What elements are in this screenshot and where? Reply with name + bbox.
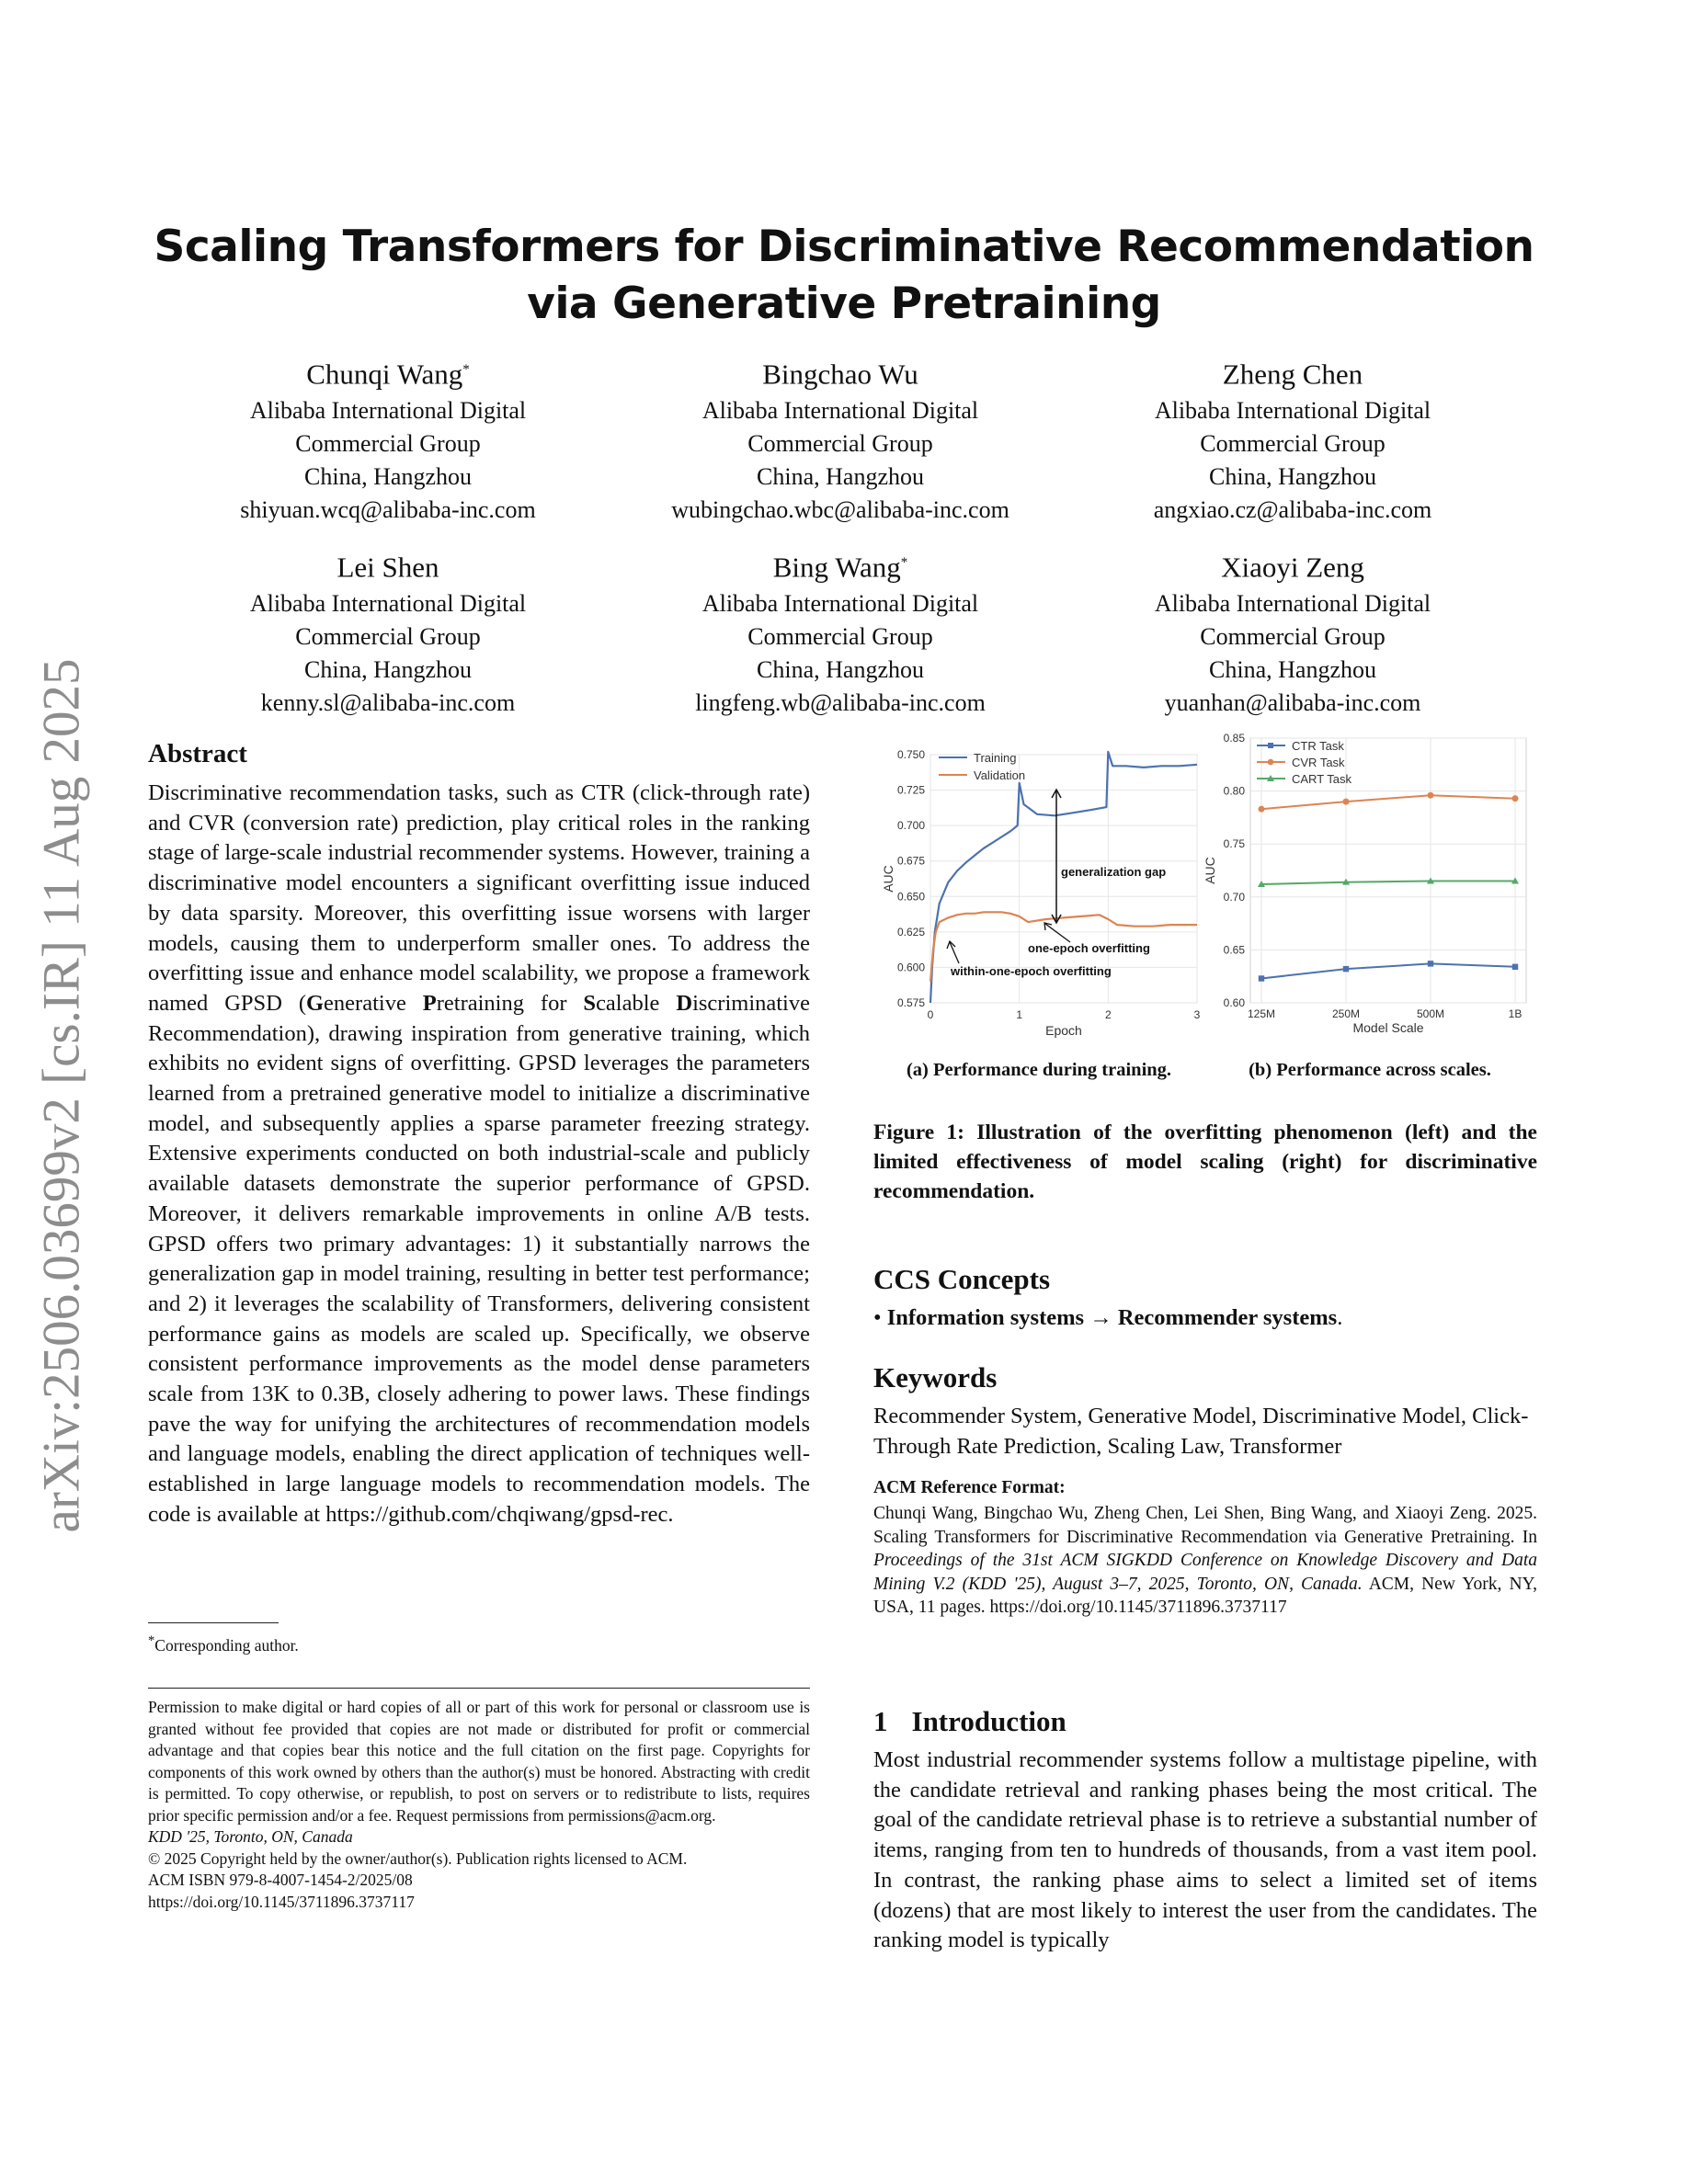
- x-tick-label: 1: [1016, 1008, 1023, 1021]
- ccs-item: Information systems: [886, 1305, 1085, 1330]
- annotation-one-epoch: one-epoch overfitting: [1028, 941, 1150, 955]
- author-email[interactable]: shiyuan.wcq@alibaba-inc.com: [240, 496, 536, 524]
- y-tick-label: 0.85: [1223, 732, 1245, 745]
- abstract-text: calable: [596, 990, 677, 1016]
- data-point-ctr-task: [1512, 964, 1518, 970]
- x-tick-label: 3: [1193, 1008, 1201, 1021]
- y-tick-label: 0.70: [1223, 890, 1245, 904]
- section-number: 1: [873, 1705, 888, 1737]
- author-block: [1081, 542, 1504, 720]
- x-tick-labels: [928, 1008, 1201, 1021]
- legend: [1257, 739, 1352, 786]
- x-tick-labels: [1248, 1007, 1522, 1020]
- ccs-heading: CCS Concepts: [873, 1263, 1051, 1295]
- y-tick-label: 0.60: [1223, 996, 1245, 1009]
- author-name: Chunqi Wang: [306, 358, 463, 391]
- acronym-letter: S: [583, 990, 597, 1016]
- legend-label-cart: CART Task: [1292, 772, 1352, 786]
- acronym-letter: G: [305, 990, 325, 1016]
- x-tick-label: 0: [927, 1008, 934, 1021]
- author-block: [177, 349, 599, 527]
- legend-label-training: Training: [974, 751, 1017, 765]
- author-email[interactable]: kenny.sl@alibaba-inc.com: [260, 689, 516, 717]
- arxiv-identifier-text: arXiv:2506.03699v2 [cs.IR] 11 Aug 2025: [32, 658, 91, 1533]
- subcaption-a: (a) Performance during training.: [906, 1060, 1172, 1080]
- y-tick-label: 0.65: [1223, 943, 1245, 957]
- acm-ref-tail: ACM, New York, NY, USA, 11 pages. https://doi.org/10.1145/3711896.3737117: [873, 1574, 1537, 1617]
- data-point-cvr-task: [1428, 792, 1434, 799]
- author-name: Lei Shen: [336, 551, 439, 584]
- paper-title: Scaling Transformers for Discriminative Recommendation via Generative Pretraining: [154, 222, 1534, 329]
- legend-label-validation: Validation: [974, 768, 1026, 782]
- y-tick-label: 0.750: [896, 748, 925, 761]
- y-axis-label: AUC: [1203, 857, 1217, 884]
- author-affiliation: Commercial Group: [295, 430, 481, 458]
- author-location: China, Hangzhou: [757, 656, 924, 684]
- permission-rule: [148, 1688, 810, 1689]
- doi-line[interactable]: https://doi.org/10.1145/3711896.3737117: [148, 1892, 415, 1911]
- x-tick-label: 1B: [1508, 1007, 1523, 1020]
- permission-text: Permission to make digital or hard copies of all or part of this work for personal or classroom use is granted without fee provided that copies are not made or distributed for profit or commercial advantage and that copies bear this notice and the full citation on the first page. Copyrights for components of this work owned by others than the author(s) must be honored. Abstracting with credit is permitted. To copy otherwise, or republish, to post on servers or to redistribute to lists, requires prior specific permission and/or a fee. Request permissions from permissions@acm.org.: [148, 1698, 810, 1825]
- author-block: [177, 542, 599, 720]
- abstract-text: retraining for: [436, 990, 584, 1016]
- x-axis-label: Model Scale: [1352, 1020, 1424, 1035]
- chart-scales: [1204, 729, 1535, 1039]
- section-title: Introduction: [911, 1705, 1066, 1737]
- x-tick-label: 500M: [1416, 1007, 1445, 1020]
- author-affiliation: Commercial Group: [295, 623, 481, 651]
- y-tick-label: 0.600: [896, 961, 925, 974]
- author-location: China, Hangzhou: [1209, 656, 1376, 684]
- intro-text: Most industrial recommender systems follow a multistage pipeline, with the candidate retrieval and ranking phases being the most critical. The goal of the candidate retrieval phase is to retrieve a substantial number of items, ranging from ten to hundreds of thousands, from a vast item pool. In contrast, the ranking phase aims to select a limited set of items (dozens) that are most likely to interest the user from the candidates. The ranking model is typically: [873, 1747, 1537, 1953]
- y-tick-label: 0.80: [1223, 784, 1245, 798]
- footnote: [148, 1631, 810, 1656]
- arxiv-identifier: [32, 618, 91, 1574]
- annotation-within-epoch: within-one-epoch overfitting: [951, 964, 1112, 978]
- y-tick-label: 0.700: [896, 819, 925, 833]
- acm-ref-proceedings: Proceedings of the 31st ACM SIGKDD Conference on Knowledge Discovery and Data Mining V.2 (KDD '25), August 3–7, 2025, Toronto, ON, Canada.: [873, 1551, 1537, 1594]
- y-tick-label: 0.725: [896, 783, 925, 797]
- figure-caption: Figure 1: Illustration of the overfitting phenomenon (left) and the limited effectiveness of model scaling (right) for discriminative recommendation.: [873, 1120, 1537, 1203]
- ccs-end: .: [1337, 1305, 1343, 1330]
- author-email[interactable]: wubingchao.wbc@alibaba-inc.com: [671, 496, 1009, 524]
- author-affiliation: Commercial Group: [1200, 430, 1386, 458]
- bullet-icon: •: [873, 1305, 882, 1330]
- legend-label-ctr: CTR Task: [1292, 739, 1344, 753]
- footnote-text: Corresponding author.: [154, 1635, 299, 1655]
- y-tick-label: 0.625: [896, 925, 925, 938]
- acm-ref-authors: Chunqi Wang, Bingchao Wu, Zheng Chen, Lei Shen, Bing Wang, and Xiaoyi Zeng. 2025. Scaling Transformers for Discriminative Recommendation via Generative Pretraining. In: [873, 1504, 1537, 1547]
- chart-training: [873, 740, 1206, 1039]
- corresponding-mark: *: [900, 555, 908, 570]
- author-affiliation: Alibaba International Digital: [1154, 397, 1431, 425]
- abstract-text: enerative: [324, 990, 423, 1016]
- author-email[interactable]: angxiao.cz@alibaba-inc.com: [1153, 496, 1432, 524]
- intro-heading: [873, 1702, 1066, 1741]
- author-location: China, Hangzhou: [304, 463, 472, 491]
- abstract-text: Discriminative recommendation tasks, such as CTR (click-through rate) and CVR (conversion rate) prediction, play critical roles in the ranking stage of large-scale industrial recommender systems. However, training a discriminative model encounters a significant overfitting issue induced by data sparsity. Moreover, this overfitting issue worsens with larger models, causing them to underperform smaller ones. To address the overfitting issue and enhance model scalability, we propose a framework named GPSD (: [148, 780, 810, 1016]
- abstract-heading: Abstract: [148, 739, 247, 768]
- author-name: Bingchao Wu: [762, 358, 918, 391]
- author-location: China, Hangzhou: [757, 463, 924, 491]
- isbn-line: ACM ISBN 979-8-4007-1454-2/2025/08: [148, 1871, 413, 1889]
- ccs-item: Recommender systems: [1117, 1305, 1338, 1330]
- author-location: China, Hangzhou: [1209, 463, 1376, 491]
- data-point-ctr-task: [1259, 975, 1264, 981]
- author-affiliation: Alibaba International Digital: [249, 590, 527, 618]
- venue-line: KDD '25, Toronto, ON, Canada: [148, 1827, 353, 1846]
- author-block: [629, 349, 1052, 527]
- corresponding-mark: *: [462, 362, 470, 377]
- footnote-rule: [148, 1622, 279, 1623]
- author-name: Xiaoyi Zeng: [1221, 551, 1364, 584]
- x-tick-label: 2: [1104, 1008, 1112, 1021]
- y-tick-label: 0.650: [896, 890, 925, 904]
- y-tick-label: 0.575: [896, 996, 925, 1009]
- data-point-cvr-task: [1512, 795, 1519, 802]
- abstract-text: iscriminative Recommendation), drawing inspiration from generative training, which exhibits no evident signs of overfitting. GPSD leverages the parameters learned from a pretrained generative model to initialize a discriminative model, and subsequently applies a sparse parameter freezing strategy. Extensive experiments conducted on both industrial-scale and publicly available datasets demonstrate the superior performance of GPSD. Moreover, it delivers remarkable improvements in online A/B tests. GPSD offers two primary advantages: 1) it substantially narrows the generalization gap in model training, resulting in better test performance; and 2) it leverages the scalability of Transformers, delivering consistent performance gains as models are scaled up. Specifically, we observe consistent performance improvements as the model dense parameters scale from 13K to 0.3B, closely adhering to power laws. These findings pave the way for unifying the architectures of recommendation models and language models, enabling the direct application of techniques well-established in large language models to recommendation models. The code is available at https://github.com/chqiwang/gpsd-rec.: [148, 990, 810, 1527]
- author-affiliation: Commercial Group: [1200, 623, 1386, 651]
- author-name: Zheng Chen: [1222, 358, 1363, 391]
- data-point-cvr-task: [1259, 806, 1265, 813]
- permission-block: [148, 1697, 810, 1913]
- annotation-generalization-gap: generalization gap: [1061, 865, 1167, 879]
- acm-ref-text: [873, 1502, 1537, 1620]
- author-block: [629, 542, 1052, 720]
- x-tick-label: 250M: [1331, 1007, 1361, 1020]
- legend-label-cvr: CVR Task: [1292, 756, 1345, 769]
- author-location: China, Hangzhou: [304, 656, 472, 684]
- keywords-heading: Keywords: [873, 1361, 998, 1393]
- y-tick-label: 0.75: [1223, 837, 1245, 851]
- author-affiliation: Alibaba International Digital: [701, 397, 979, 425]
- arrow-icon: →: [1089, 1305, 1112, 1330]
- copyright-line: © 2025 Copyright held by the owner/author(s). Publication rights licensed to ACM.: [148, 1848, 688, 1868]
- author-email[interactable]: yuanhan@alibaba-inc.com: [1164, 689, 1421, 717]
- y-tick-labels: [897, 748, 925, 1009]
- footnote-mark: *: [148, 1633, 155, 1648]
- y-axis-label: AUC: [881, 865, 895, 893]
- author-block: [1081, 349, 1504, 527]
- author-email[interactable]: lingfeng.wb@alibaba-inc.com: [695, 689, 986, 717]
- x-tick-label: 125M: [1247, 1007, 1276, 1020]
- abstract-body: [148, 779, 810, 1530]
- subcaption-b: (b) Performance across scales.: [1249, 1060, 1491, 1080]
- author-affiliation: Alibaba International Digital: [1154, 590, 1431, 618]
- author-affiliation: Alibaba International Digital: [701, 590, 979, 618]
- legend-marker-cvr: [1268, 759, 1274, 766]
- author-affiliation: Commercial Group: [747, 430, 933, 458]
- data-point-ctr-task: [1428, 961, 1433, 966]
- author-name: Bing Wang: [772, 551, 901, 584]
- x-axis-label: Epoch: [1045, 1023, 1082, 1038]
- y-tick-labels: [1224, 732, 1246, 1009]
- acronym-letter: P: [422, 990, 437, 1016]
- acm-ref-heading: ACM Reference Format:: [873, 1478, 1066, 1497]
- keywords-text: Recommender System, Generative Model, Discriminative Model, Click-Through Rate Prediction, Scaling Law, Transformer: [873, 1404, 1529, 1459]
- legend-marker-ctr: [1268, 743, 1273, 748]
- acronym-letter: D: [676, 990, 693, 1016]
- y-tick-label: 0.675: [896, 854, 925, 868]
- data-point-ctr-task: [1343, 966, 1349, 972]
- author-affiliation: Commercial Group: [747, 623, 933, 651]
- data-point-cvr-task: [1343, 799, 1350, 805]
- ccs-concepts: [873, 1303, 1537, 1334]
- author-affiliation: Alibaba International Digital: [249, 397, 527, 425]
